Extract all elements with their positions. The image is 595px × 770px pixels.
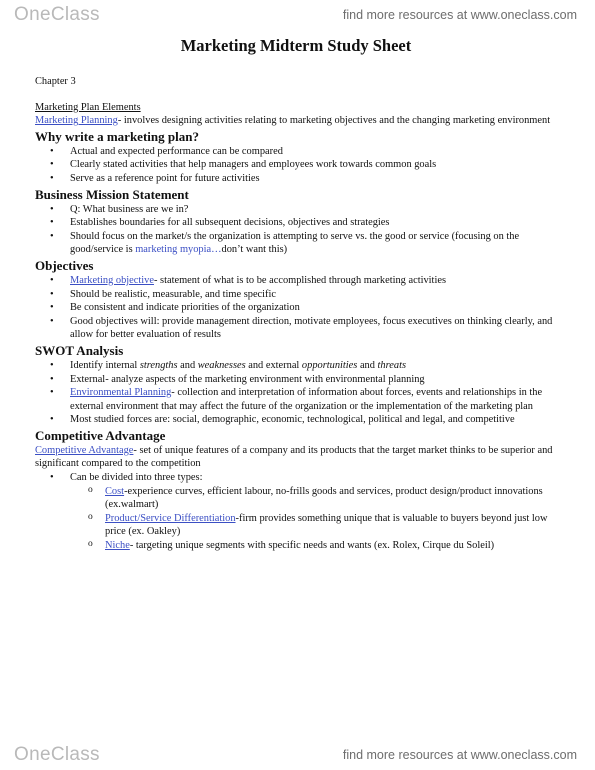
bullet-item xyxy=(35,471,557,553)
bullet-item xyxy=(35,230,557,257)
footer-banner xyxy=(0,744,595,766)
bullet-text: and xyxy=(357,359,378,371)
emphasis-weaknesses: weaknesses xyxy=(197,359,246,371)
definition-text: - statement of what is to be accomplished through marketing activities xyxy=(153,274,446,286)
definition-marketing-planning xyxy=(35,114,557,128)
definition-text: - involves designing activities relating to marketing objectives and the changing marketing environment xyxy=(117,115,551,127)
bullet-text: don’t want this) xyxy=(221,244,288,256)
bullet-list xyxy=(35,359,557,427)
definition-text: - collection and interpretation of information about forces, events and relationships in the external environment that may affect the future of the organization or the implementation of the marketing plan xyxy=(70,387,543,412)
bullet-item: • Q: What business are we in? xyxy=(35,203,557,217)
bullet-text: Identify internal xyxy=(70,359,140,371)
term-link[interactable]: Environmental Planning xyxy=(70,387,172,399)
bullet-item: • Clearly stated activities that help managers and employees work towards common goals xyxy=(35,158,557,172)
term-link[interactable]: Cost xyxy=(105,485,125,497)
sub-item xyxy=(70,539,557,553)
bullet-text: and external xyxy=(245,359,302,371)
term-link[interactable]: Niche xyxy=(105,540,130,552)
bullet-item: • Most studied forces are: social, demographic, economic, technological, political and legal, and competitive xyxy=(35,413,557,427)
section-heading: Business Mission Statement xyxy=(35,186,189,202)
resources-link[interactable]: find more resources at www.oneclass.com xyxy=(342,748,577,762)
bullet-list xyxy=(35,471,557,553)
definition-text: - targeting unique segments with specific needs and wants (ex. Rolex, Cirque du Soleil) xyxy=(129,540,495,552)
bullet-item: • Actual and expected performance can be compared xyxy=(35,145,557,159)
bullet-list xyxy=(35,145,557,186)
bullet-text: Should focus on the market/s the organization is attempting to serve vs. the good or service (focusing on the good/service is xyxy=(70,230,520,256)
term-link[interactable]: Marketing Planning xyxy=(35,115,118,127)
emphasis-strengths: strengths xyxy=(139,359,178,371)
bullet-item xyxy=(35,386,557,413)
sub-list xyxy=(70,485,557,553)
bullet-item: • External- analyze aspects of the marketing environment with environmental planning xyxy=(35,373,557,387)
definition-text: -experience curves, efficient labour, no-frills goods and services, product design/product innovations (ex.walmart) xyxy=(105,485,543,511)
emphasis-opportunities: opportunities xyxy=(301,359,358,371)
bullet-item: • Be consistent and indicate priorities of the organization xyxy=(35,301,557,315)
term-link[interactable]: Product/Service Differentiation xyxy=(105,512,236,524)
term-link[interactable]: Competitive Advantage xyxy=(35,444,134,456)
oneclass-logo[interactable]: OneClass xyxy=(14,4,100,25)
chapter-label: Chapter 3 xyxy=(35,76,76,87)
definition-text: -firm provides something unique that is valuable to buyers beyond just low price (ex. Oakley) xyxy=(105,512,548,538)
section-heading: Why write a marketing plan? xyxy=(35,128,199,144)
term-link[interactable]: marketing myopia… xyxy=(135,244,222,256)
bullet-item: • Good objectives will: provide management direction, motivate employees, focus executives on thinking clearly, and allow for better evaluation of results xyxy=(35,315,557,342)
bullet-text: and xyxy=(177,359,198,371)
bullet-item: • Should be realistic, measurable, and time specific xyxy=(35,288,557,302)
bullet-list xyxy=(35,274,557,342)
document-body xyxy=(35,36,557,553)
sub-item xyxy=(70,485,557,512)
section-heading: Competitive Advantage xyxy=(35,427,166,443)
section-heading: SWOT Analysis xyxy=(35,342,124,358)
definition-competitive-advantage xyxy=(35,444,557,471)
section-heading: Objectives xyxy=(35,257,94,273)
header-banner xyxy=(0,4,595,26)
bullet-text: Can be divided into three types: xyxy=(70,472,203,484)
definition-text: - set of unique features of a company and its products that the target market thinks to be superior and significant compared to the competition xyxy=(35,444,553,470)
bullet-list xyxy=(35,203,557,257)
section-subheading: Marketing Plan Elements xyxy=(35,101,141,113)
resources-link[interactable]: find more resources at www.oneclass.com xyxy=(342,8,577,22)
term-link[interactable]: Marketing objective xyxy=(70,274,154,286)
bullet-item xyxy=(35,359,557,373)
bullet-item xyxy=(35,274,557,288)
document-title: Marketing Midterm Study Sheet xyxy=(180,36,412,55)
bullet-item: • Establishes boundaries for all subsequent decisions, objectives and strategies xyxy=(35,216,557,230)
bullet-item: • Serve as a reference point for future activities xyxy=(35,172,557,186)
sub-item xyxy=(70,512,557,539)
emphasis-threats: threats xyxy=(377,359,407,371)
oneclass-logo[interactable]: OneClass xyxy=(14,744,100,765)
